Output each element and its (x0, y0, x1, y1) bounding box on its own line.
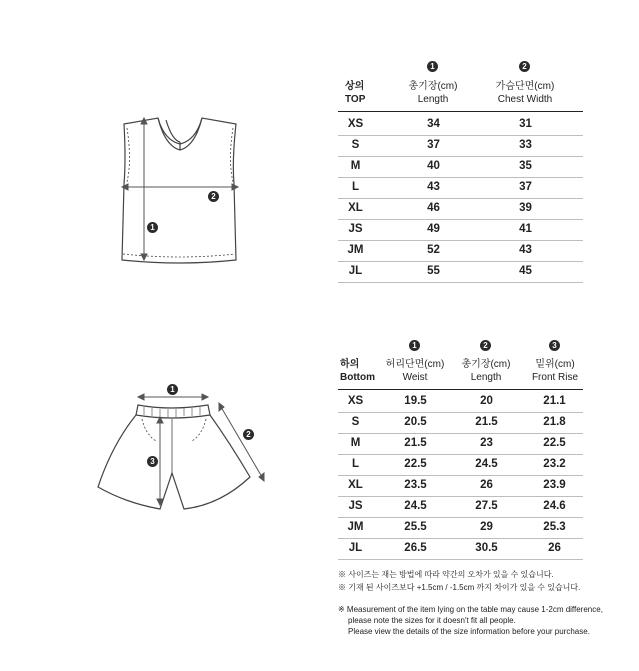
table-row: L 22.5 24.5 23.2 (338, 454, 583, 476)
table-row: JL 55 45 (338, 261, 583, 283)
bottom-garment-illustration (90, 385, 270, 520)
table-row: S 37 33 (338, 135, 583, 157)
table-row: XL 23.5 26 23.9 (338, 475, 583, 497)
bottom-rise-badge-icon: 3 (147, 456, 158, 467)
top-col2-badge-icon: 2 (519, 61, 530, 72)
bottom-col1-header: 허리단면(cm) Weist (385, 359, 445, 383)
table-row: XS 19.5 20 21.1 (338, 391, 583, 413)
bottom-col2-badge-icon: 2 (480, 340, 491, 351)
table-row: JL 26.5 30.5 26 (338, 538, 583, 560)
table-row: JM 52 43 (338, 240, 583, 262)
bottom-col3-badge-icon: 3 (549, 340, 560, 351)
note-en-1: ※ Measurement of the item lying on the table may cause 1-2cm difference, (338, 605, 603, 614)
top-table-top-rule (338, 111, 583, 112)
bottom-table-top-rule (338, 389, 583, 390)
table-row: XS 34 31 (338, 114, 583, 136)
note-en-3: Please view the details of the size information before your purchase. (348, 627, 590, 636)
bottom-length-badge-icon: 2 (243, 429, 254, 440)
note-ko-2: ※ 기재 된 사이즈보다 +1.5cm / -1.5cm 까지 차이가 있을 수 있습니다. (338, 583, 581, 592)
table-row: XL 46 39 (338, 198, 583, 220)
table-row: JS 49 41 (338, 219, 583, 241)
bottom-col2-header: 총기장(cm) Length (461, 359, 511, 383)
note-en-2: please note the sizes for it doesn't fit all people. (348, 616, 516, 625)
top-col1-header: 총기장(cm) Length (408, 81, 458, 105)
top-col1-badge-icon: 1 (427, 61, 438, 72)
table-row: JS 24.5 27.5 24.6 (338, 496, 583, 518)
bottom-table-header-label: 하의 Bottom (340, 359, 375, 383)
bottom-waist-badge-icon: 1 (167, 384, 178, 395)
top-chest-badge-icon: 2 (208, 191, 219, 202)
bottom-col3-header: 밑위(cm) Front Rise (531, 359, 579, 383)
table-row: M 21.5 23 22.5 (338, 433, 583, 455)
top-col2-header: 가슴단면(cm) Chest Width (495, 81, 555, 105)
table-row: L 43 37 (338, 177, 583, 199)
table-row: S 20.5 21.5 21.8 (338, 412, 583, 434)
top-length-badge-icon: 1 (147, 222, 158, 233)
bottom-col1-badge-icon: 1 (409, 340, 420, 351)
top-table-header-label: 상의 TOP (345, 81, 366, 105)
table-row: M 40 35 (338, 156, 583, 178)
top-garment-illustration (110, 110, 250, 270)
note-ko-1: ※ 사이즈는 재는 방법에 따라 약간의 오차가 있을 수 있습니다. (338, 570, 554, 579)
table-row: JM 25.5 29 25.3 (338, 517, 583, 539)
